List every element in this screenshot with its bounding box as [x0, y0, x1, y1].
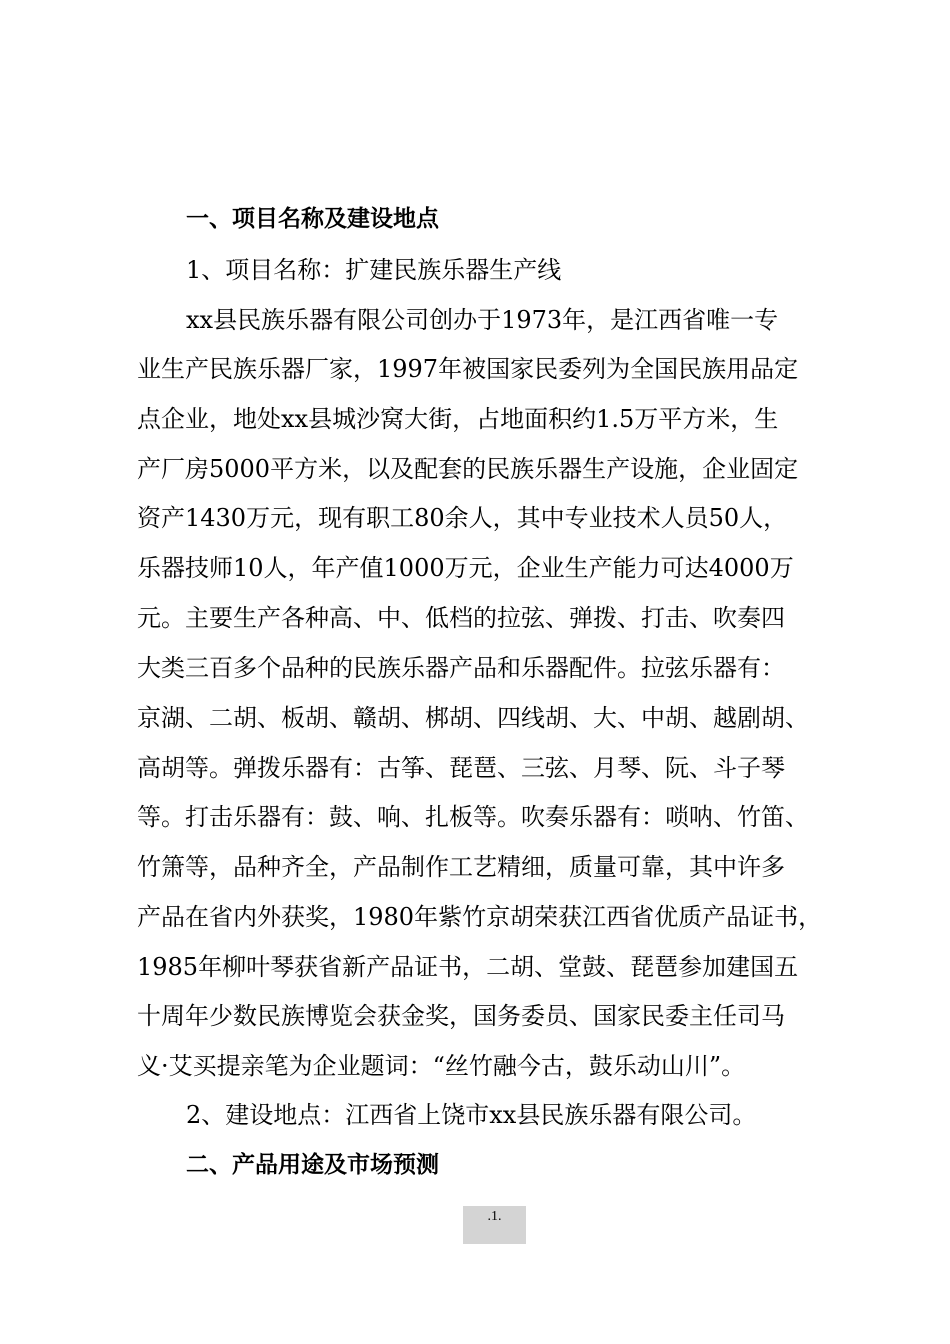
paragraph-line: 产品在省内外获奖，1980年紫竹京胡荣获江西省优质产品证书， [137, 903, 823, 931]
paragraph-line: 资产1430万元，现有职工80余人，其中专业技术人员50人， [137, 504, 788, 532]
paragraph-line: 义·艾买提亲笔为企业题词：“丝竹融今古，鼓乐动山川”。 [137, 1052, 746, 1080]
paragraph-line: 元。主要生产各种高、中、低档的拉弦、弹拨、打击、吹奏四 [137, 604, 785, 632]
paragraph-line: 业生产民族乐器厂家，1997年被国家民委列为全国民族用品定 [137, 355, 799, 383]
section-heading-1: 一、项目名称及建设地点 [186, 206, 439, 232]
paragraph-line: 高胡等。弹拨乐器有：古筝、琵琶、三弦、月琴、阮、斗子琴 [137, 754, 785, 782]
page-number: .1. [463, 1206, 526, 1244]
paragraph-line: 1985年柳叶琴获省新产品证书，二胡、堂鼓、琵琶参加建国五 [137, 953, 799, 981]
paragraph-line: 大类三百多个品种的民族乐器产品和乐器配件。拉弦乐器有： [137, 654, 785, 682]
paragraph-line: 竹箫等，品种齐全，产品制作工艺精细，质量可靠，其中许多 [137, 853, 785, 881]
project-name-line: 1、项目名称：扩建民族乐器生产线 [186, 256, 562, 284]
section-heading-2: 二、产品用途及市场预测 [186, 1152, 439, 1178]
construction-site-line: 2、建设地点：江西省上饶市xx县民族乐器有限公司。 [186, 1101, 757, 1129]
paragraph-line: 点企业，地处xx县城沙窝大街，占地面积约1.5万平方米，生 [137, 405, 779, 433]
paragraph-line: 乐器技师10人，年产值1000万元，企业生产能力可达4000万 [137, 554, 794, 582]
paragraph-line: xx县民族乐器有限公司创办于1973年，是江西省唯一专 [186, 306, 779, 334]
paragraph-line: 京湖、二胡、板胡、赣胡、梆胡、四线胡、大、中胡、越剧胡、 [137, 704, 809, 732]
paragraph-line: 产厂房5000平方米，以及配套的民族乐器生产设施，企业固定 [137, 455, 799, 483]
paragraph-line: 十周年少数民族博览会获金奖，国务委员、国家民委主任司马 [137, 1002, 785, 1030]
paragraph-line: 等。打击乐器有：鼓、响、扎板等。吹奏乐器有：唢呐、竹笛、 [137, 803, 809, 831]
